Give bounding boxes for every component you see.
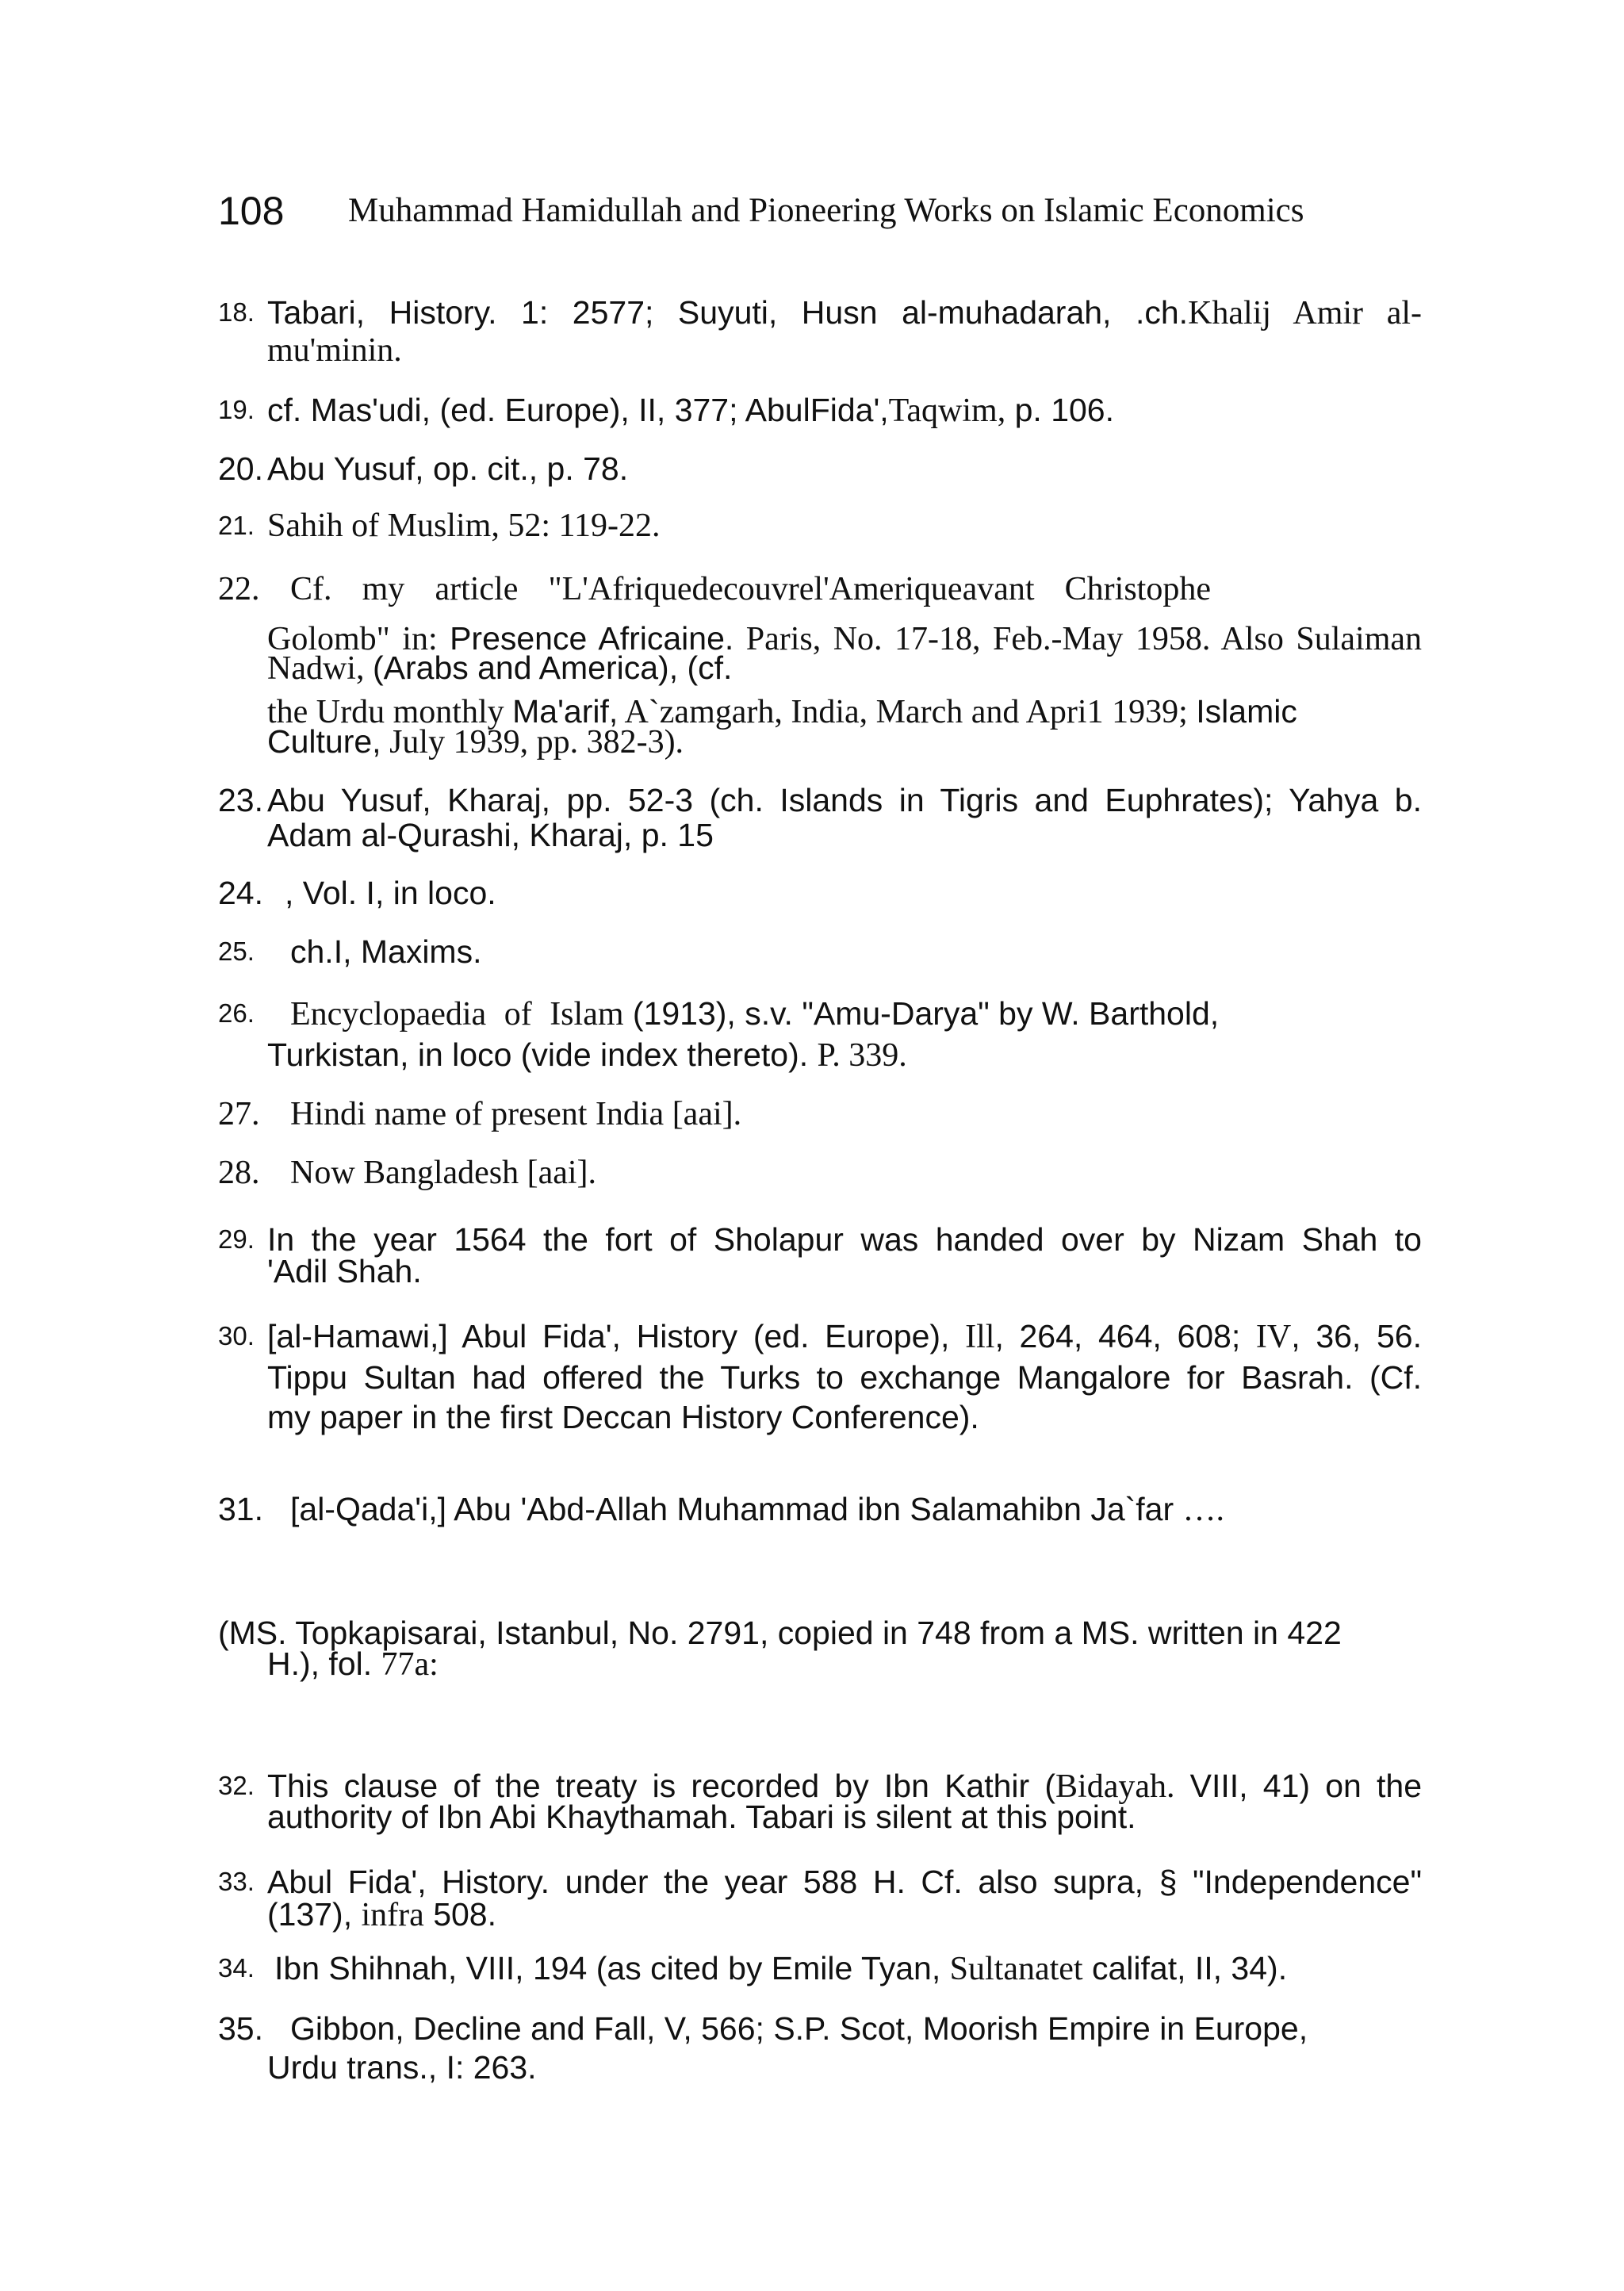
footnote-line: [290, 1094, 741, 1135]
footnote-line: [267, 1643, 439, 1684]
footnote-text: [al-Qada'i,] Abu 'Abd-Allah Muhammad ibn Salamahibn Ja`far: [290, 1491, 1183, 1527]
footnote-text: (Arabs and America), (cf.: [372, 649, 733, 686]
footnote-text: , 36, 56.: [1291, 1318, 1422, 1354]
footnote-line: [267, 505, 660, 546]
footnote-number: 33.: [218, 1867, 255, 1896]
footnote-number: 26.: [218, 998, 255, 1028]
footnote-line: [267, 1316, 1422, 1357]
footnote-line: [267, 1396, 979, 1438]
footnote-text: Bidayah.: [1055, 1768, 1175, 1805]
footnote-text: H.), fol.: [267, 1645, 381, 1682]
footnote-line: [290, 1488, 1224, 1530]
footnote-text: (MS. Topkapisarai, Istanbul, No. 2791, copied in 748 from a MS. written in 422: [218, 1615, 1342, 1651]
footnote-text: Adam al-Qurashi, Kharaj, p. 15: [267, 817, 714, 853]
footnote-line: [267, 647, 732, 688]
running-title: Muhammad Hamidullah and Pioneering Works on Islamic Economics: [348, 192, 1304, 229]
footnote-text: califat, II, 34).: [1082, 1950, 1288, 1986]
footnote-line: [267, 814, 714, 856]
footnote-text: (1913), s.v. "Amu-Darya" by W. Barthold,: [623, 995, 1220, 1032]
footnote-line: [267, 389, 1114, 431]
footnote-line: [290, 2008, 1308, 2049]
footnote-text: Tippu Sultan had offered the Turks to exchange Mangalore for Basrah. (Cf.: [267, 1359, 1422, 1396]
footnote-text: Abul Fida', History. under the year 588 H. Cf. also supra, § "Independence": [267, 1864, 1422, 1900]
footnote-text: Tabari, History. 1: 2577; Suyuti, Husn al-muhadarah, .ch.: [267, 294, 1189, 331]
footnote-text: authority of Ibn Abi Khaythamah. Tabari is silent at this point.: [267, 1799, 1136, 1835]
footnote-text: Abu Yusuf, op. cit., p. 78.: [267, 450, 629, 487]
footnote-text: 508.: [423, 1896, 496, 1933]
footnote-text: mu'minin.: [267, 332, 402, 369]
footnote-text: Hindi name of present India [aai].: [290, 1096, 742, 1132]
footnote-text: ch.I, Maxims.: [290, 933, 482, 970]
journal-title: Islamic: [1196, 693, 1297, 730]
footnote-text: In the year 1564 the fort of Sholapur was handed over by Nizam Shah to: [267, 1221, 1422, 1258]
footnote-text: Encyclopaedia of Islam: [290, 996, 624, 1032]
journal-title: Ma'arif,: [512, 693, 619, 730]
footnote-number: 24.: [218, 875, 263, 911]
footnote-line: [267, 1034, 907, 1075]
footnote-text: the Urdu monthly: [267, 694, 513, 730]
footnote-text: Urdu trans., I: 263.: [267, 2049, 537, 2086]
footnote-text: Sultanatet: [949, 1951, 1083, 1987]
footnote-number: 20.: [218, 450, 263, 487]
footnote-line: [267, 292, 1422, 333]
footnote-text: Abu Yusuf, Kharaj, pp. 52-3 (ch. Islands in Tigris and Euphrates); Yahya b.: [267, 782, 1422, 818]
footnote-text: , 264, 464, 608;: [994, 1318, 1256, 1354]
footnote-text: Turkistan, in loco (vide index thereto).: [267, 1036, 818, 1073]
footnote-line: [267, 448, 628, 489]
footnote-text: [al-Hamawi,] Abul Fida', History (ed. Europe),: [267, 1318, 966, 1354]
footnote-text: Ill: [965, 1319, 995, 1355]
footnote-line: [274, 1948, 1287, 1989]
footnote-text: Nadwi,: [267, 650, 373, 687]
footnote-line: [290, 993, 1219, 1034]
footnote-text: Sahih of Muslim, 52: 119-22.: [267, 508, 661, 544]
footnote-line: [267, 721, 684, 762]
footnote-line: [290, 569, 1211, 610]
footnote-text: cf. Mas'udi, (ed. Europe), II, 377; AbulFida',: [267, 392, 889, 428]
footnote-line: [267, 1796, 1136, 1837]
footnote-number: 30.: [218, 1321, 255, 1350]
footnote-text: P. 339.: [817, 1037, 907, 1074]
footnote-line: [267, 330, 402, 371]
footnote-number: 31.: [218, 1491, 263, 1527]
footnote-number: 32.: [218, 1771, 255, 1800]
footnote-text: Cf. my article "L'Afriquedecouvrel'Ameriqueavant Christophe: [290, 571, 1211, 607]
footnote-text: July 1939, pp. 382-3).: [381, 724, 684, 760]
footnote-text: , Vol. I, in loco.: [285, 875, 496, 911]
footnote-number: 34.: [218, 1953, 255, 1983]
footnote-text: p. 106.: [1005, 392, 1114, 428]
footnote-text: Ibn Shihnah, VIII, 194 (as cited by Emile Tyan,: [274, 1950, 950, 1986]
footnote-line: [267, 2047, 537, 2088]
footnote-line: [267, 1219, 1422, 1260]
footnote-text: infra: [361, 1897, 424, 1933]
footnote-text: 'Adil Shah.: [267, 1253, 422, 1289]
footnote-text: Taqwim,: [888, 393, 1006, 429]
footnote-number: 29.: [218, 1224, 255, 1254]
footnote-number: 23.: [218, 782, 263, 818]
footnote-text: 77a:: [381, 1646, 439, 1683]
footnote-text: VIII, 41) on the: [1174, 1768, 1423, 1804]
footnote-line: [267, 1894, 496, 1935]
footnote-number: 22.: [218, 571, 260, 607]
journal-title: Presence Africaine.: [450, 620, 734, 657]
footnote-line: [267, 1251, 422, 1292]
footnote-number: 18.: [218, 297, 255, 327]
journal-title: Culture,: [267, 723, 381, 760]
footnote-number: 28.: [218, 1155, 260, 1191]
footnote-number: 25.: [218, 937, 255, 966]
footnote-text: IV: [1255, 1319, 1292, 1355]
footnote-text: This clause of the treaty is recorded by Ibn Kathir (: [267, 1768, 1056, 1804]
footnote-number: 35.: [218, 2010, 263, 2047]
footnote-number: 19.: [218, 395, 255, 424]
footnote-line: [290, 931, 481, 972]
footnote-text: Paris, No. 17-18, Feb.-May 1958. Also Sulaiman: [733, 621, 1423, 657]
page-number: 108: [218, 189, 285, 233]
footnote-number: 21.: [218, 511, 255, 540]
footnote-text: Gibbon, Decline and Fall, V, 566; S.P. Scot, Moorish Empire in Europe,: [290, 2010, 1308, 2047]
footnote-line: [290, 1152, 596, 1193]
footnote-text: Golomb" in:: [267, 621, 450, 657]
footnote-text: my paper in the first Deccan History Conference).: [267, 1399, 979, 1435]
footnote-text: Now Bangladesh [aai].: [290, 1155, 597, 1191]
footnote-text: ….: [1182, 1492, 1225, 1528]
footnote-text: Khalij Amir al-: [1188, 295, 1422, 331]
footnote-text: (137),: [267, 1896, 362, 1933]
footnote-text: A`zamgarh, India, March and Apri1 1939;: [618, 694, 1197, 730]
footnote-line: [285, 872, 496, 914]
footnote-line: [267, 1357, 1422, 1398]
footnote-number: 27.: [218, 1096, 260, 1132]
